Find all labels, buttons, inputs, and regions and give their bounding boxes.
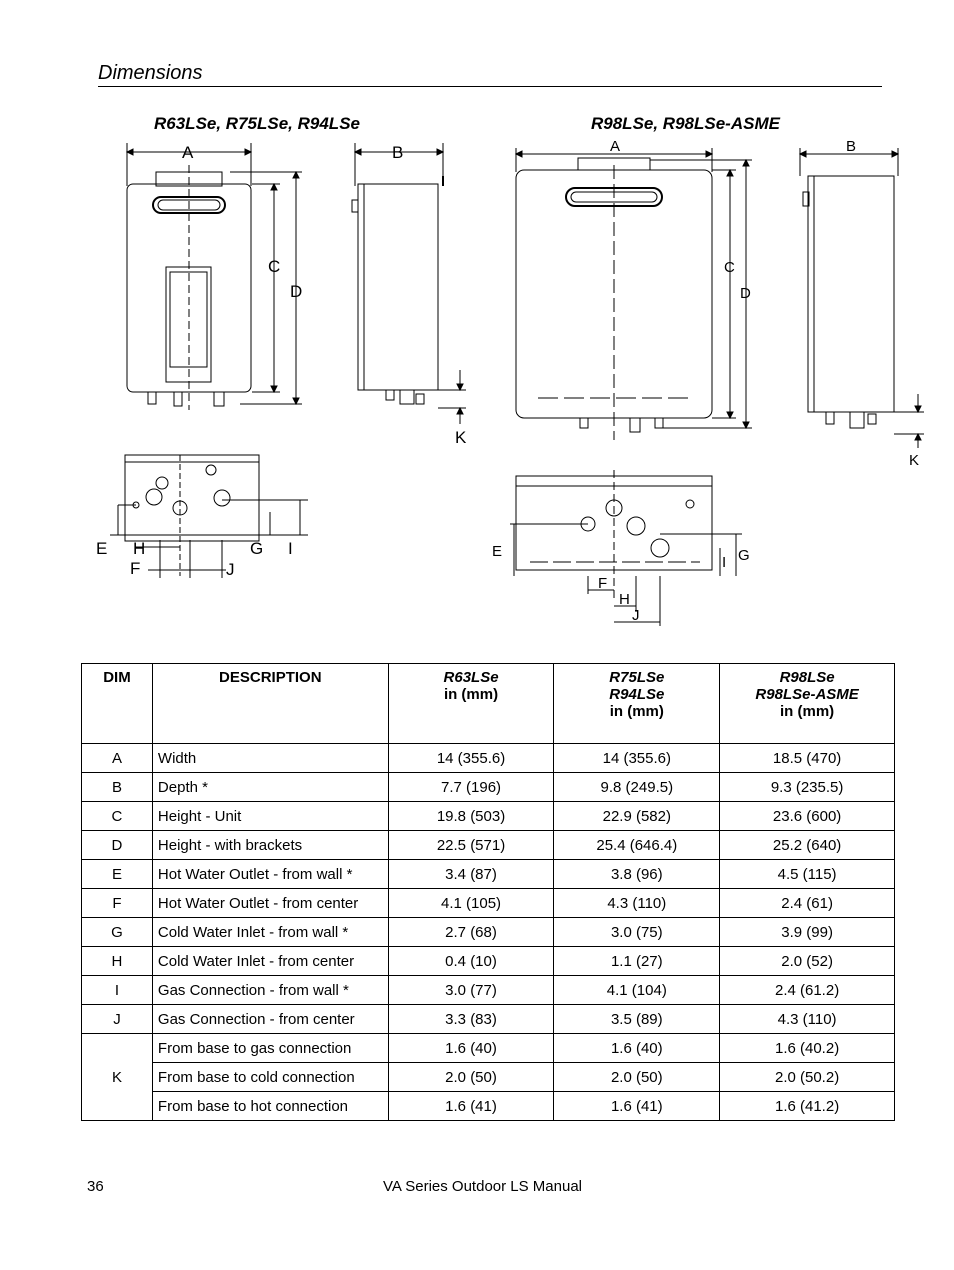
dimensions-table [81,663,895,1121]
label-left-h: H [133,539,146,558]
k-rows [82,1034,895,1121]
header-r98 [720,664,895,744]
label-left-f: F [130,559,141,578]
header-r75-model: R75LSe [609,669,665,686]
r75-r94-value-cell: 4.1 (104) [554,976,720,1005]
r75-r94-value-cell: 25.4 (646.4) [554,831,720,860]
dim-cell: A [82,744,153,773]
right-front-view [516,148,752,440]
label-left-k: K [455,428,467,447]
table-row [82,860,895,889]
r98-value-cell: 2.4 (61.2) [720,976,895,1005]
table-row [82,831,895,860]
table-row [82,918,895,947]
description-cell: Depth * [152,773,388,802]
r63-value-cell: 3.3 (83) [388,1005,554,1034]
dim-cell: I [82,976,153,1005]
label-right-j: J [632,607,640,624]
label-right-a: A [610,138,621,155]
dim-cell: J [82,1005,153,1034]
r98-value-cell: 2.4 (61) [720,889,895,918]
table-row [82,744,895,773]
table-row [82,802,895,831]
left-model-heading: R63LSe, R75LSe, R94LSe [154,114,360,133]
label-left-a: A [182,143,194,162]
dim-cell: D [82,831,153,860]
dim-cell: C [82,802,153,831]
dim-cell: B [82,773,153,802]
dim-cell: E [82,860,153,889]
r98-value-cell: 1.6 (40.2) [720,1034,895,1063]
description-cell: Height - with brackets [152,831,388,860]
left-front-view [127,143,302,410]
r75-r94-value-cell: 9.8 (249.5) [554,773,720,802]
page-number: 36 [87,1178,104,1195]
label-left-b: B [392,143,404,162]
r75-r94-value-cell: 3.5 (89) [554,1005,720,1034]
section-title: Dimensions [98,62,882,87]
label-left-e: E [96,539,108,558]
r63-value-cell: 1.6 (40) [388,1034,554,1063]
table-row [82,947,895,976]
r75-r94-value-cell: 2.0 (50) [554,1063,720,1092]
table-header-row [82,664,895,744]
description-cell: Cold Water Inlet - from center [152,947,388,976]
r63-value-cell: 2.0 (50) [388,1063,554,1092]
description-cell: Gas Connection - from wall * [152,976,388,1005]
r63-value-cell: 4.1 (105) [388,889,554,918]
label-right-k: K [909,452,920,469]
r98-value-cell: 4.5 (115) [720,860,895,889]
r98-value-cell: 1.6 (41.2) [720,1092,895,1121]
r98-value-cell: 25.2 (640) [720,831,895,860]
r63-value-cell: 22.5 (571) [388,831,554,860]
label-right-d: D [740,285,751,302]
table-row [82,1092,895,1121]
description-cell: Hot Water Outlet - from center [152,889,388,918]
header-r98-model: R98LSe [779,669,835,686]
header-r63-unit: in (mm) [443,686,499,703]
right-model-heading: R98LSe, R98LSe-ASME [591,114,780,133]
r98-value-cell: 4.3 (110) [720,1005,895,1034]
header-r98-unit: in (mm) [780,703,835,720]
r75-r94-value-cell: 3.0 (75) [554,918,720,947]
r63-value-cell: 0.4 (10) [388,947,554,976]
header-description: DESCRIPTION [152,664,388,744]
table-row [82,1063,895,1092]
description-cell: Width [152,744,388,773]
label-left-j: J [226,560,235,579]
r63-value-cell: 3.4 (87) [388,860,554,889]
dim-cell: G [82,918,153,947]
table-row [82,889,895,918]
r98-value-cell: 2.0 (52) [720,947,895,976]
r75-r94-value-cell: 14 (355.6) [554,744,720,773]
r98-value-cell: 3.9 (99) [720,918,895,947]
header-r63-model: R63LSe [443,669,499,686]
label-right-g: G [738,547,750,564]
r63-value-cell: 1.6 (41) [388,1092,554,1121]
description-cell: From base to cold connection [152,1063,388,1092]
header-r98-asme-model: R98LSe-ASME [755,686,859,703]
description-cell: Gas Connection - from center [152,1005,388,1034]
description-cell: Hot Water Outlet - from wall * [152,860,388,889]
description-cell: Height - Unit [152,802,388,831]
r63-value-cell: 19.8 (503) [388,802,554,831]
label-right-f: F [598,575,608,592]
r98-value-cell: 2.0 (50.2) [720,1063,895,1092]
dim-cell: F [82,889,153,918]
dimension-rows [82,744,895,1034]
r98-value-cell: 18.5 (470) [720,744,895,773]
label-right-i: I [722,554,727,571]
table-row [82,1034,895,1063]
label-right-e: E [492,543,503,560]
footer-title: VA Series Outdoor LS Manual [383,1178,582,1195]
r63-value-cell: 7.7 (196) [388,773,554,802]
r75-r94-value-cell: 3.8 (96) [554,860,720,889]
table-row [82,1005,895,1034]
left-side-view [352,143,466,424]
description-cell: Cold Water Inlet - from wall * [152,918,388,947]
dim-cell: K [82,1034,153,1121]
label-right-h: H [619,591,630,608]
r75-r94-value-cell: 4.3 (110) [554,889,720,918]
r63-value-cell: 14 (355.6) [388,744,554,773]
r75-r94-value-cell: 1.6 (40) [554,1034,720,1063]
header-r94-model: R94LSe [609,686,665,703]
r98-value-cell: 23.6 (600) [720,802,895,831]
label-left-g: G [250,539,264,558]
header-dim: DIM [82,664,153,744]
table-row [82,773,895,802]
header-r75-r94 [554,664,720,744]
description-cell: From base to hot connection [152,1092,388,1121]
r75-r94-value-cell: 1.6 (41) [554,1092,720,1121]
label-right-c: C [724,259,735,276]
label-left-d: D [290,282,303,301]
r98-value-cell: 9.3 (235.5) [720,773,895,802]
label-right-b: B [846,138,857,155]
r75-r94-value-cell: 22.9 (582) [554,802,720,831]
r63-value-cell: 2.7 (68) [388,918,554,947]
table-row [82,976,895,1005]
dim-cell: H [82,947,153,976]
label-left-c: C [268,257,281,276]
header-r63 [388,664,554,744]
description-cell: From base to gas connection [152,1034,388,1063]
r75-r94-value-cell: 1.1 (27) [554,947,720,976]
header-r75-unit: in (mm) [609,703,664,720]
right-side-view [800,148,924,448]
r63-value-cell: 3.0 (77) [388,976,554,1005]
label-left-i: I [288,539,293,558]
